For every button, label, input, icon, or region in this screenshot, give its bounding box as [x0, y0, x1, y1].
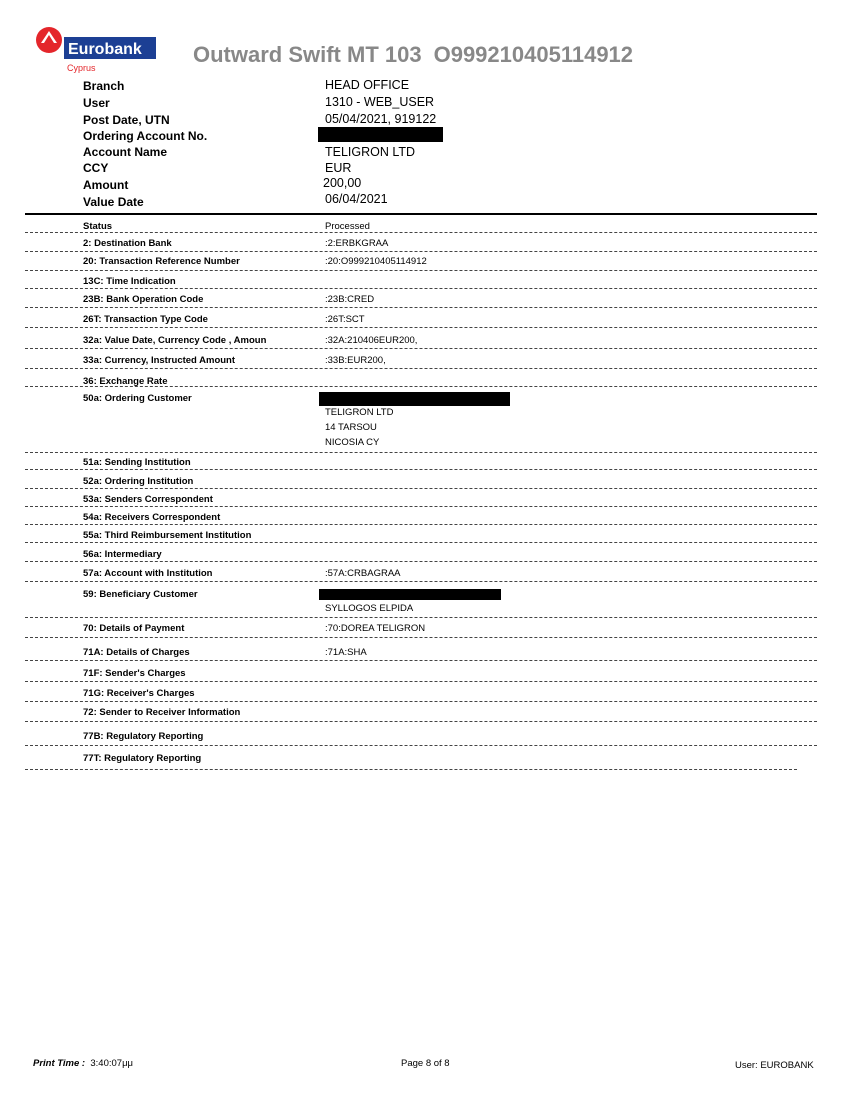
header-value-branch: HEAD OFFICE	[325, 78, 410, 92]
row-divider	[25, 524, 817, 525]
row-divider	[25, 368, 817, 369]
header-label-post-date: Post Date, UTN	[83, 113, 170, 127]
header-value-user: 1310 - WEB_USER	[325, 95, 435, 109]
field-label: 2: Destination Bank	[83, 238, 172, 249]
row-divider	[25, 469, 817, 470]
row-divider	[25, 288, 817, 289]
field-label: 71G: Receiver's Charges	[83, 688, 195, 699]
field-label: 13C: Time Indication	[83, 276, 176, 287]
header-label-ordering-account: Ordering Account No.	[83, 129, 208, 143]
field-label: 57a: Account with Institution	[83, 568, 213, 579]
row-divider	[25, 542, 817, 543]
field-label: 77T: Regulatory Reporting	[83, 753, 202, 764]
header-value-value-date: 06/04/2021	[325, 192, 388, 206]
field-value-line: TELIGRON LTD	[325, 407, 394, 418]
svg-text:Cyprus: Cyprus	[67, 63, 96, 73]
field-value: Processed	[325, 221, 370, 232]
field-label: 71A: Details of Charges	[83, 647, 190, 658]
field-label: 33a: Currency, Instructed Amount	[83, 355, 236, 366]
row-divider	[25, 701, 817, 702]
field-value: :32A:210406EUR200,	[325, 335, 418, 346]
field-value: :26T:SCT	[325, 314, 365, 325]
row-divider	[25, 232, 817, 233]
header-divider	[25, 213, 817, 215]
header-label-branch: Branch	[83, 79, 125, 93]
row-divider	[25, 660, 817, 661]
field-value: :70:DOREA TELIGRON	[325, 623, 426, 634]
field-label: 36: Exchange Rate	[83, 376, 168, 387]
row-divider	[25, 637, 817, 638]
field-label: 72: Sender to Receiver Information	[83, 707, 241, 718]
row-divider	[25, 769, 797, 770]
field-value: :23B:CRED	[325, 294, 375, 305]
field-label: 55a: Third Reimbursement Institution	[83, 530, 252, 541]
row-divider	[25, 617, 817, 618]
field-label: 23B: Bank Operation Code	[83, 294, 204, 305]
field-label: 20: Transaction Reference Number	[83, 256, 240, 267]
field-label: Status	[83, 221, 113, 232]
row-divider	[25, 681, 817, 682]
field-label: 56a: Intermediary	[83, 549, 162, 560]
header-value-post-date: 05/04/2021, 919122	[325, 112, 437, 126]
field-value: :33B:EUR200,	[325, 355, 386, 366]
field-label: 50a: Ordering Customer	[83, 393, 192, 404]
field-label: 32a: Value Date, Currency Code , Amoun	[83, 335, 267, 346]
field-value-line: SYLLOGOS ELPIDA	[325, 603, 414, 614]
title-reference: O999210405114912	[433, 42, 634, 67]
document-title	[193, 42, 645, 68]
field-value: :2:ERBKGRAA	[325, 238, 389, 249]
field-label: 77B: Regulatory Reporting	[83, 731, 204, 742]
print-time-value: 3:40:07μμ	[90, 1058, 134, 1069]
field-value: :20:O999210405114912	[325, 256, 427, 267]
row-divider	[25, 386, 817, 387]
field-label: 71F: Sender's Charges	[83, 668, 186, 679]
row-divider	[25, 327, 817, 328]
header-label-value-date: Value Date	[83, 195, 144, 209]
field-label: 59: Beneficiary Customer	[83, 589, 198, 600]
page-number: Page 8 of 8	[401, 1058, 450, 1069]
header-label-user: User	[83, 96, 110, 110]
redaction-box	[318, 127, 443, 142]
row-divider	[25, 721, 817, 722]
field-value-line: 14 TARSOU	[325, 422, 377, 433]
header-value-ccy: EUR	[325, 161, 352, 175]
row-divider	[25, 251, 817, 252]
header-label-ccy: CCY	[83, 161, 109, 175]
row-divider	[25, 488, 817, 489]
row-divider	[25, 581, 817, 582]
field-value: :71A:SHA	[325, 647, 367, 658]
field-label: 70: Details of Payment	[83, 623, 185, 634]
row-divider	[25, 561, 817, 562]
print-time	[33, 1058, 133, 1069]
title-prefix: Outward Swift MT 103	[193, 42, 422, 67]
row-divider	[25, 307, 817, 308]
field-label: 54a: Receivers Correspondent	[83, 512, 221, 523]
field-value-line: NICOSIA CY	[325, 437, 380, 448]
eurobank-logo	[33, 24, 163, 78]
row-divider	[25, 506, 817, 507]
redaction-box	[319, 392, 510, 406]
field-value: :57A:CRBAGRAA	[325, 568, 401, 579]
print-time-label: Print Time :	[33, 1058, 86, 1069]
field-label: 51a: Sending Institution	[83, 457, 191, 468]
header-label-account-name: Account Name	[83, 145, 168, 159]
row-divider	[25, 745, 817, 746]
header-value-amount: 200,00	[323, 176, 362, 190]
field-label: 26T: Transaction Type Code	[83, 314, 208, 325]
header-label-amount: Amount	[83, 178, 129, 192]
footer-user: User: EUROBANK	[735, 1060, 814, 1071]
redaction-box	[319, 589, 501, 600]
row-divider	[25, 270, 817, 271]
row-divider	[25, 348, 817, 349]
svg-text:Eurobank: Eurobank	[68, 41, 142, 58]
field-label: 52a: Ordering Institution	[83, 476, 194, 487]
header-value-account-name: TELIGRON LTD	[325, 145, 416, 159]
row-divider	[25, 452, 817, 453]
field-label: 53a: Senders Correspondent	[83, 494, 213, 505]
